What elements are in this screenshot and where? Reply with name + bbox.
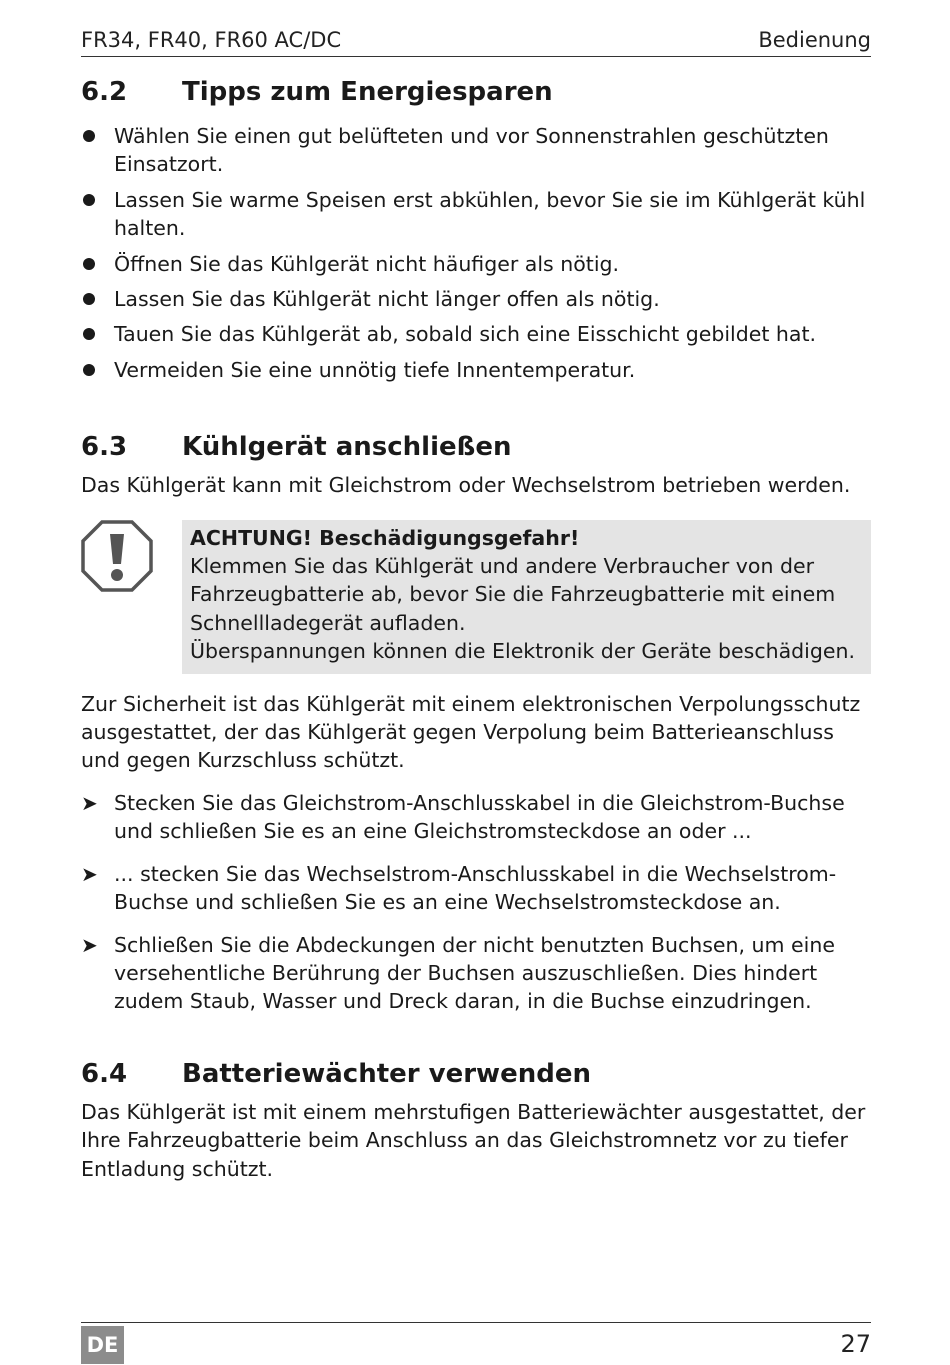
list-item: Wählen Sie einen gut belüfteten und vor Sonnenstrahlen geschützten Einsatzort. [81, 122, 871, 179]
page-footer [81, 1322, 871, 1365]
warning-text: Überspannungen können die Elektronik der Geräte beschädigen. [190, 639, 856, 664]
section-6-4-heading [81, 1054, 871, 1094]
bullet-icon [83, 364, 95, 376]
section-6-2-heading [81, 72, 871, 112]
safety-text: Zur Sicherheit ist das Kühlgerät mit einem elektronischen Verpolungsschutz ausgestattet, der das Kühlgerät gegen Verpolung beim Batterieanschluss und gegen Kurzschluss schützt. [81, 691, 861, 773]
connect-intro: Das Kühlgerät kann mit Gleichstrom oder Wechselstrom betrieben werden. [81, 473, 851, 498]
section-title: Tipps zum Energiesparen [182, 77, 553, 107]
energy-tips-list [81, 122, 871, 384]
list-item: ➤ Schließen Sie die Abdeckungen der nicht benutzten Buchsen, um eine versehentliche Berührung der Buchsen auszuschließen. Dies hindert zudem Staub, Wasser und Dreck daran, in die Buchse einzudringen. [81, 932, 835, 1014]
list-item: ➤ Stecken Sie das Gleichstrom-Anschlusskabel in die Gleichstrom-Buchse und schließen Sie es an eine Gleichstromsteckdose an oder ... [81, 790, 845, 844]
section-title: Batteriewächter verwenden [182, 1058, 591, 1089]
arrow-bullet-icon: ➤ [81, 861, 98, 886]
arrow-bullet-icon: ➤ [81, 790, 98, 815]
section-title: Kühlgerät anschließen [182, 432, 512, 463]
warning-block [81, 520, 871, 674]
bullet-icon [83, 328, 95, 340]
bullet-icon [83, 130, 95, 142]
bullet-icon [83, 194, 95, 206]
section-number: 6.2 [81, 77, 128, 107]
language-badge: DE [81, 1326, 124, 1364]
warning-title: ACHTUNG! Beschädigungsgefahr! [190, 525, 580, 550]
section-number: 6.3 [81, 432, 128, 463]
arrow-bullet-icon: ➤ [81, 932, 98, 957]
list-item: Lassen Sie das Kühlgerät nicht länger offen als nötig. [81, 285, 871, 313]
header-chapter: Bedienung [758, 28, 871, 52]
page-number: 27 [840, 1330, 871, 1358]
section-6-3-heading [81, 427, 871, 467]
bullet-icon [83, 258, 95, 270]
battery-guard-text: Das Kühlgerät ist mit einem mehrstufigen Batteriewächter ausgestattet, der Ihre Fahrzeugbatterie beim Anschluss an das Gleichstromnetz vor zu tiefer Entladung schützt. [81, 1099, 866, 1181]
list-item: Tauen Sie das Kühlgerät ab, sobald sich eine Eisschicht gebildet hat. [81, 320, 871, 348]
page-header [81, 26, 871, 57]
list-item: Vermeiden Sie eine unnötig tiefe Innentemperatur. [81, 356, 871, 384]
warning-text: Klemmen Sie das Kühlgerät und andere Verbraucher von der Fahrzeugbatterie ab, bevor Sie die Fahrzeugbatterie mit einem Schnellladegerät aufladen. [190, 554, 836, 635]
connection-steps [81, 789, 871, 1016]
list-item: ➤ ... stecken Sie das Wechselstrom-Anschlusskabel in die Wechselstrom-Buchse und schließen Sie es an eine Wechselstromsteckdose an. [81, 861, 837, 915]
list-item: Lassen Sie warme Speisen erst abkühlen, bevor Sie sie im Kühlgerät kühl halten. [81, 186, 871, 243]
bullet-icon [83, 293, 95, 305]
warning-octagon-icon [81, 520, 153, 592]
list-item: Öffnen Sie das Kühlgerät nicht häufiger als nötig. [81, 250, 871, 278]
page-content [81, 72, 871, 1183]
warning-box [182, 520, 871, 674]
header-model: FR34, FR40, FR60 AC/DC [81, 28, 342, 52]
section-number: 6.4 [81, 1058, 128, 1089]
